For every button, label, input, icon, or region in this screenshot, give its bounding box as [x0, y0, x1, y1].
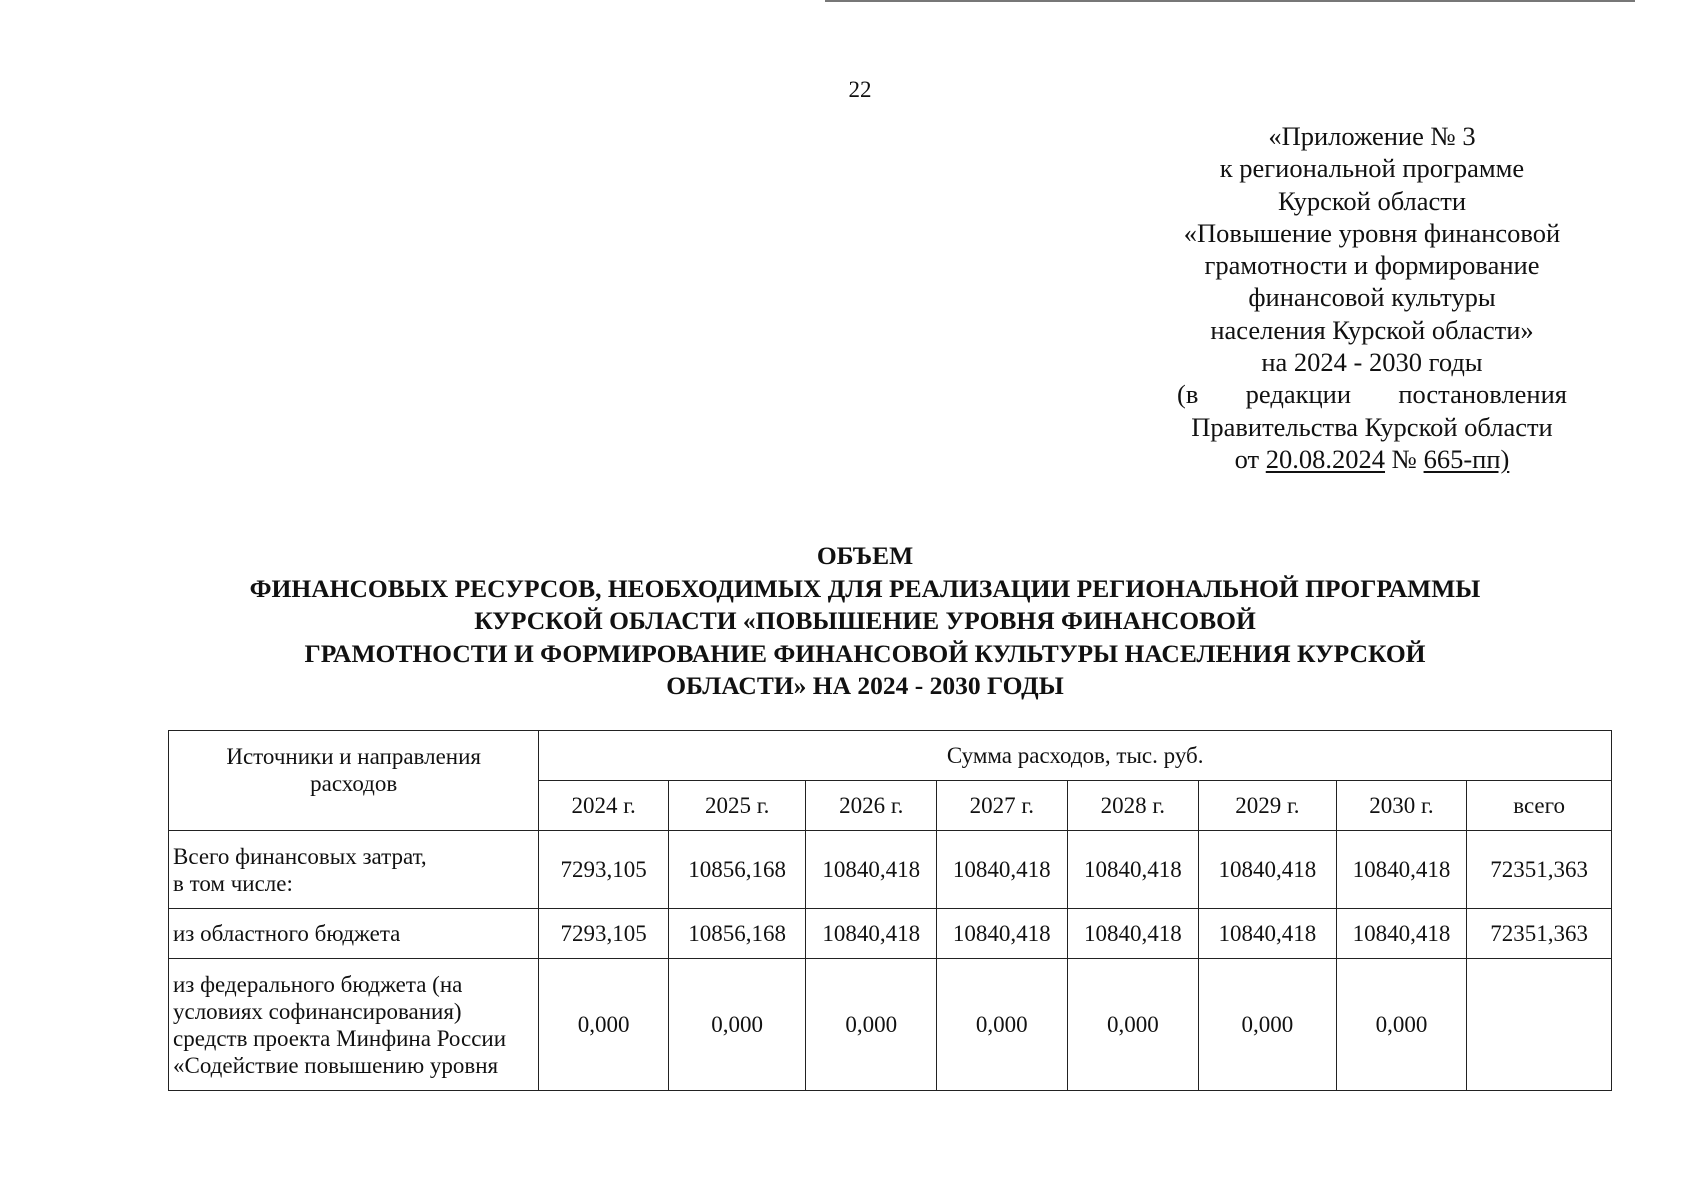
- appendix-line: населения Курской области»: [1210, 314, 1534, 345]
- value-cell: 7293,105: [539, 909, 669, 959]
- value-cell: 10856,168: [668, 831, 806, 909]
- row-label: [169, 959, 539, 1091]
- value-cell: 10840,418: [1199, 831, 1337, 909]
- appendix-header: [1162, 120, 1582, 475]
- table-row: [169, 909, 1612, 959]
- value-cell: 0,000: [668, 959, 806, 1091]
- value-cell: 10840,418: [937, 831, 1068, 909]
- page-number: 22: [848, 77, 872, 102]
- title-line: КУРСКОЙ ОБЛАСТИ «ПОВЫШЕНИЕ УРОВНЯ ФИНАНСОВОЙ: [474, 606, 1256, 635]
- value-cell: 10840,418: [937, 909, 1068, 959]
- sum-column-header: Сумма расходов, тыс. руб.: [539, 731, 1612, 781]
- edition-date: 20.08.2024: [1265, 443, 1386, 474]
- total-cell: [1467, 959, 1612, 1091]
- row-label-line: из федерального бюджета (на: [173, 971, 463, 997]
- value-cell: 10840,418: [1336, 909, 1467, 959]
- row-label-line: в том числе:: [173, 870, 293, 896]
- value-cell: 0,000: [539, 959, 669, 1091]
- edition-prefix: от: [1234, 443, 1260, 474]
- edition-word: (в: [1177, 379, 1199, 410]
- edition-number-sign: №: [1391, 443, 1417, 474]
- year-header: 2027 г.: [937, 781, 1068, 831]
- value-cell: 10840,418: [1199, 909, 1337, 959]
- row-label-line: «Содействие повышению уровня: [173, 1052, 499, 1078]
- year-header: 2030 г.: [1336, 781, 1467, 831]
- total-header: всего: [1467, 781, 1612, 831]
- value-cell: 10840,418: [1336, 831, 1467, 909]
- edition-word: редакции: [1245, 379, 1351, 410]
- value-cell: 10840,418: [806, 831, 937, 909]
- year-header: 2024 г.: [539, 781, 669, 831]
- edition-line: [1177, 378, 1567, 410]
- value-cell: 10840,418: [1067, 831, 1199, 909]
- value-cell: 0,000: [806, 959, 937, 1091]
- source-column-header: [169, 731, 539, 831]
- value-cell: 0,000: [1199, 959, 1337, 1091]
- table-row: [169, 831, 1612, 909]
- row-label-line: Всего финансовых затрат,: [173, 843, 427, 869]
- row-label: [169, 909, 539, 959]
- header-row: [169, 731, 1612, 781]
- edition-authority: Правительства Курской области: [1191, 411, 1553, 442]
- financial-resources-table: [168, 730, 1612, 1091]
- total-cell: 72351,363: [1467, 831, 1612, 909]
- value-cell: 10840,418: [806, 909, 937, 959]
- appendix-line: на 2024 - 2030 годы: [1261, 347, 1483, 378]
- row-label-line: средств проекта Минфина России: [173, 1025, 507, 1051]
- appendix-line: грамотности и формирование: [1204, 250, 1540, 281]
- value-cell: 0,000: [937, 959, 1068, 1091]
- title-line: ОБЪЕМ: [816, 541, 914, 570]
- title-line: ОБЛАСТИ» НА 2024 - 2030 ГОДЫ: [666, 671, 1064, 700]
- appendix-line: к региональной программе: [1219, 153, 1525, 184]
- year-header: 2025 г.: [668, 781, 806, 831]
- value-cell: 10856,168: [668, 909, 806, 959]
- header-line: расходов: [310, 771, 398, 796]
- appendix-line: Курской области: [1277, 185, 1467, 216]
- header-line: Источники и направления: [226, 744, 481, 769]
- value-cell: 10840,418: [1067, 909, 1199, 959]
- value-cell: 7293,105: [539, 831, 669, 909]
- year-header: 2026 г.: [806, 781, 937, 831]
- row-label-line: условиях софинансирования): [173, 998, 462, 1024]
- title-line: ГРАМОТНОСТИ И ФОРМИРОВАНИЕ ФИНАНСОВОЙ КУЛЬТУРЫ НАСЕЛЕНИЯ КУРСКОЙ: [304, 638, 1426, 668]
- document-title: [140, 540, 1590, 703]
- scan-top-edge-line: [825, 0, 1635, 2]
- value-cell: 0,000: [1336, 959, 1467, 1091]
- appendix-line: финансовой культуры: [1248, 282, 1496, 313]
- value-cell: 0,000: [1067, 959, 1199, 1091]
- total-cell: 72351,363: [1467, 909, 1612, 959]
- title-line: ФИНАНСОВЫХ РЕСУРСОВ, НЕОБХОДИМЫХ ДЛЯ РЕАЛИЗАЦИИ РЕГИОНАЛЬНОЙ ПРОГРАММЫ: [249, 573, 1481, 603]
- edition-reference: [1162, 443, 1582, 475]
- table-row: [169, 959, 1612, 1091]
- edition-number: 665-пп): [1423, 443, 1510, 474]
- row-label-line: из областного бюджета: [173, 921, 401, 946]
- row-label: [169, 831, 539, 909]
- edition-word: постановления: [1398, 379, 1567, 410]
- appendix-line: «Повышение уровня финансовой: [1183, 217, 1561, 248]
- appendix-line: «Приложение № 3: [1268, 121, 1476, 151]
- year-header: 2029 г.: [1199, 781, 1337, 831]
- year-header: 2028 г.: [1067, 781, 1199, 831]
